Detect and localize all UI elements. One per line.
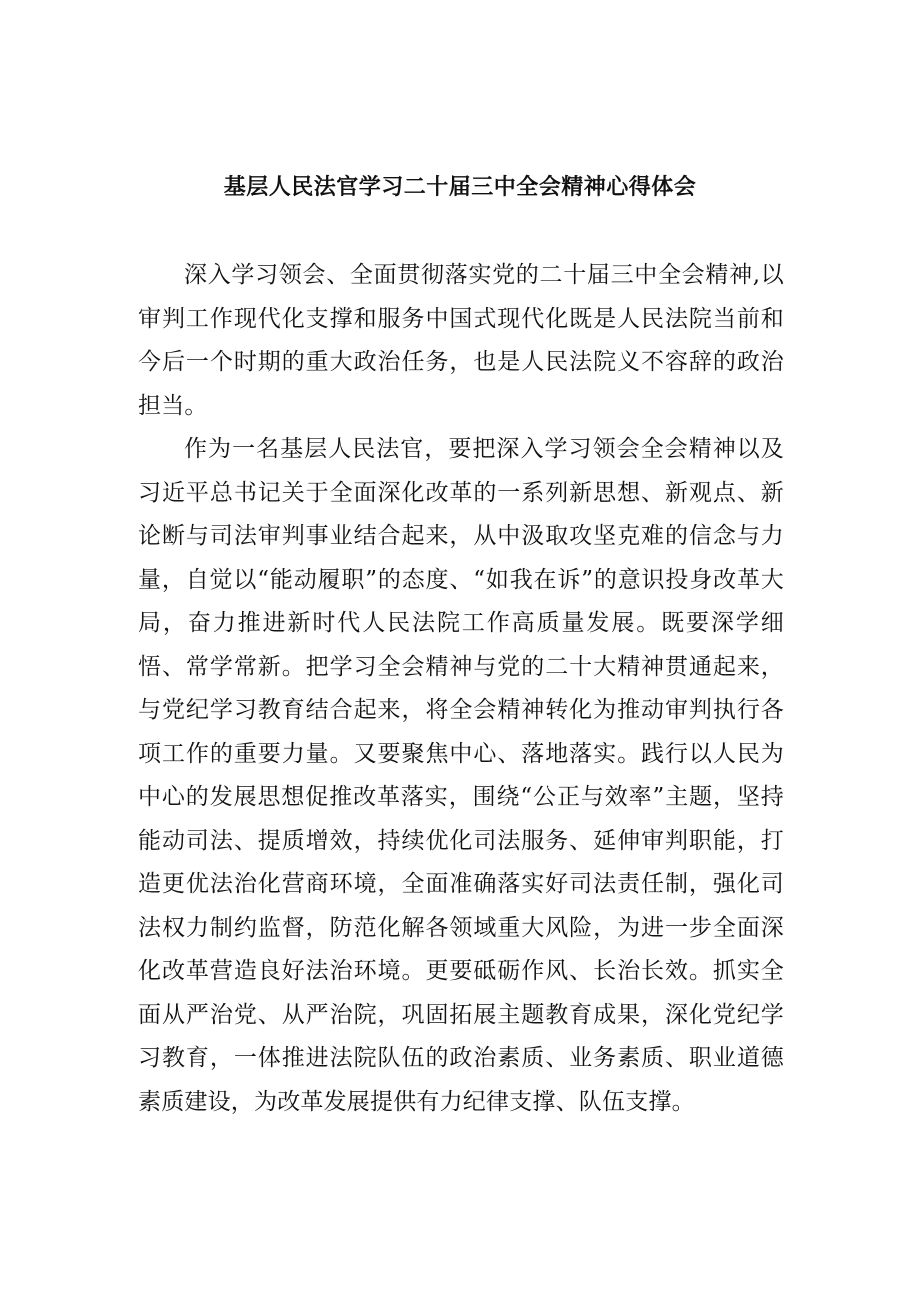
document-body [138,254,784,1124]
paragraph-2: 作为一名基层人民法官，要把深入学习领会全会精神以及习近平总书记关于全面深化改革的一系列新思想、新观点、新论断与司法审判事业结合起来，从中汲取攻坚克难的信念与力量，自觉以“能动履职”的态度、“如我在诉”的意识投身改革大局，奋力推进新时代人民法院工作高质量发展。既要深学细悟、常学常新。把学习全会精神与党的二十大精神贯通起来，与党纪学习教育结合起来，将全会精神转化为推动审判执行各项工作的重要力量。又要聚焦中心、落地落实。践行以人民为中心的发展思想促推改革落实，围绕“公正与效率”主题，坚持能动司法、提质增效，持续优化司法服务、延伸审判职能，打造更优法治化营商环境，全面准确落实好司法责任制，强化司法权力制约监督，防范化解各领域重大风险，为进一步全面深化改革营造良好法治环境。更要砥砺作风、长治长效。抓实全面从严治党、从严治院，巩固拓展主题教育成果，深化党纪学习教育，一体推进法院队伍的政治素质、业务素质、职业道德素质建设，为改革发展提供有力纪律支撑、队伍支撑。 [138,436,784,1115]
paragraph-1: 深入学习领会、全面贯彻落实党的二十届三中全会精神,以审判工作现代化支撑和服务中国式现代化既是人民法院当前和今后一个时期的重大政治任务，也是人民法院义不容辞的政治担当。 [138,262,784,419]
document-title: 基层人民法官学习二十届三中全会精神心得体会 [223,175,697,200]
